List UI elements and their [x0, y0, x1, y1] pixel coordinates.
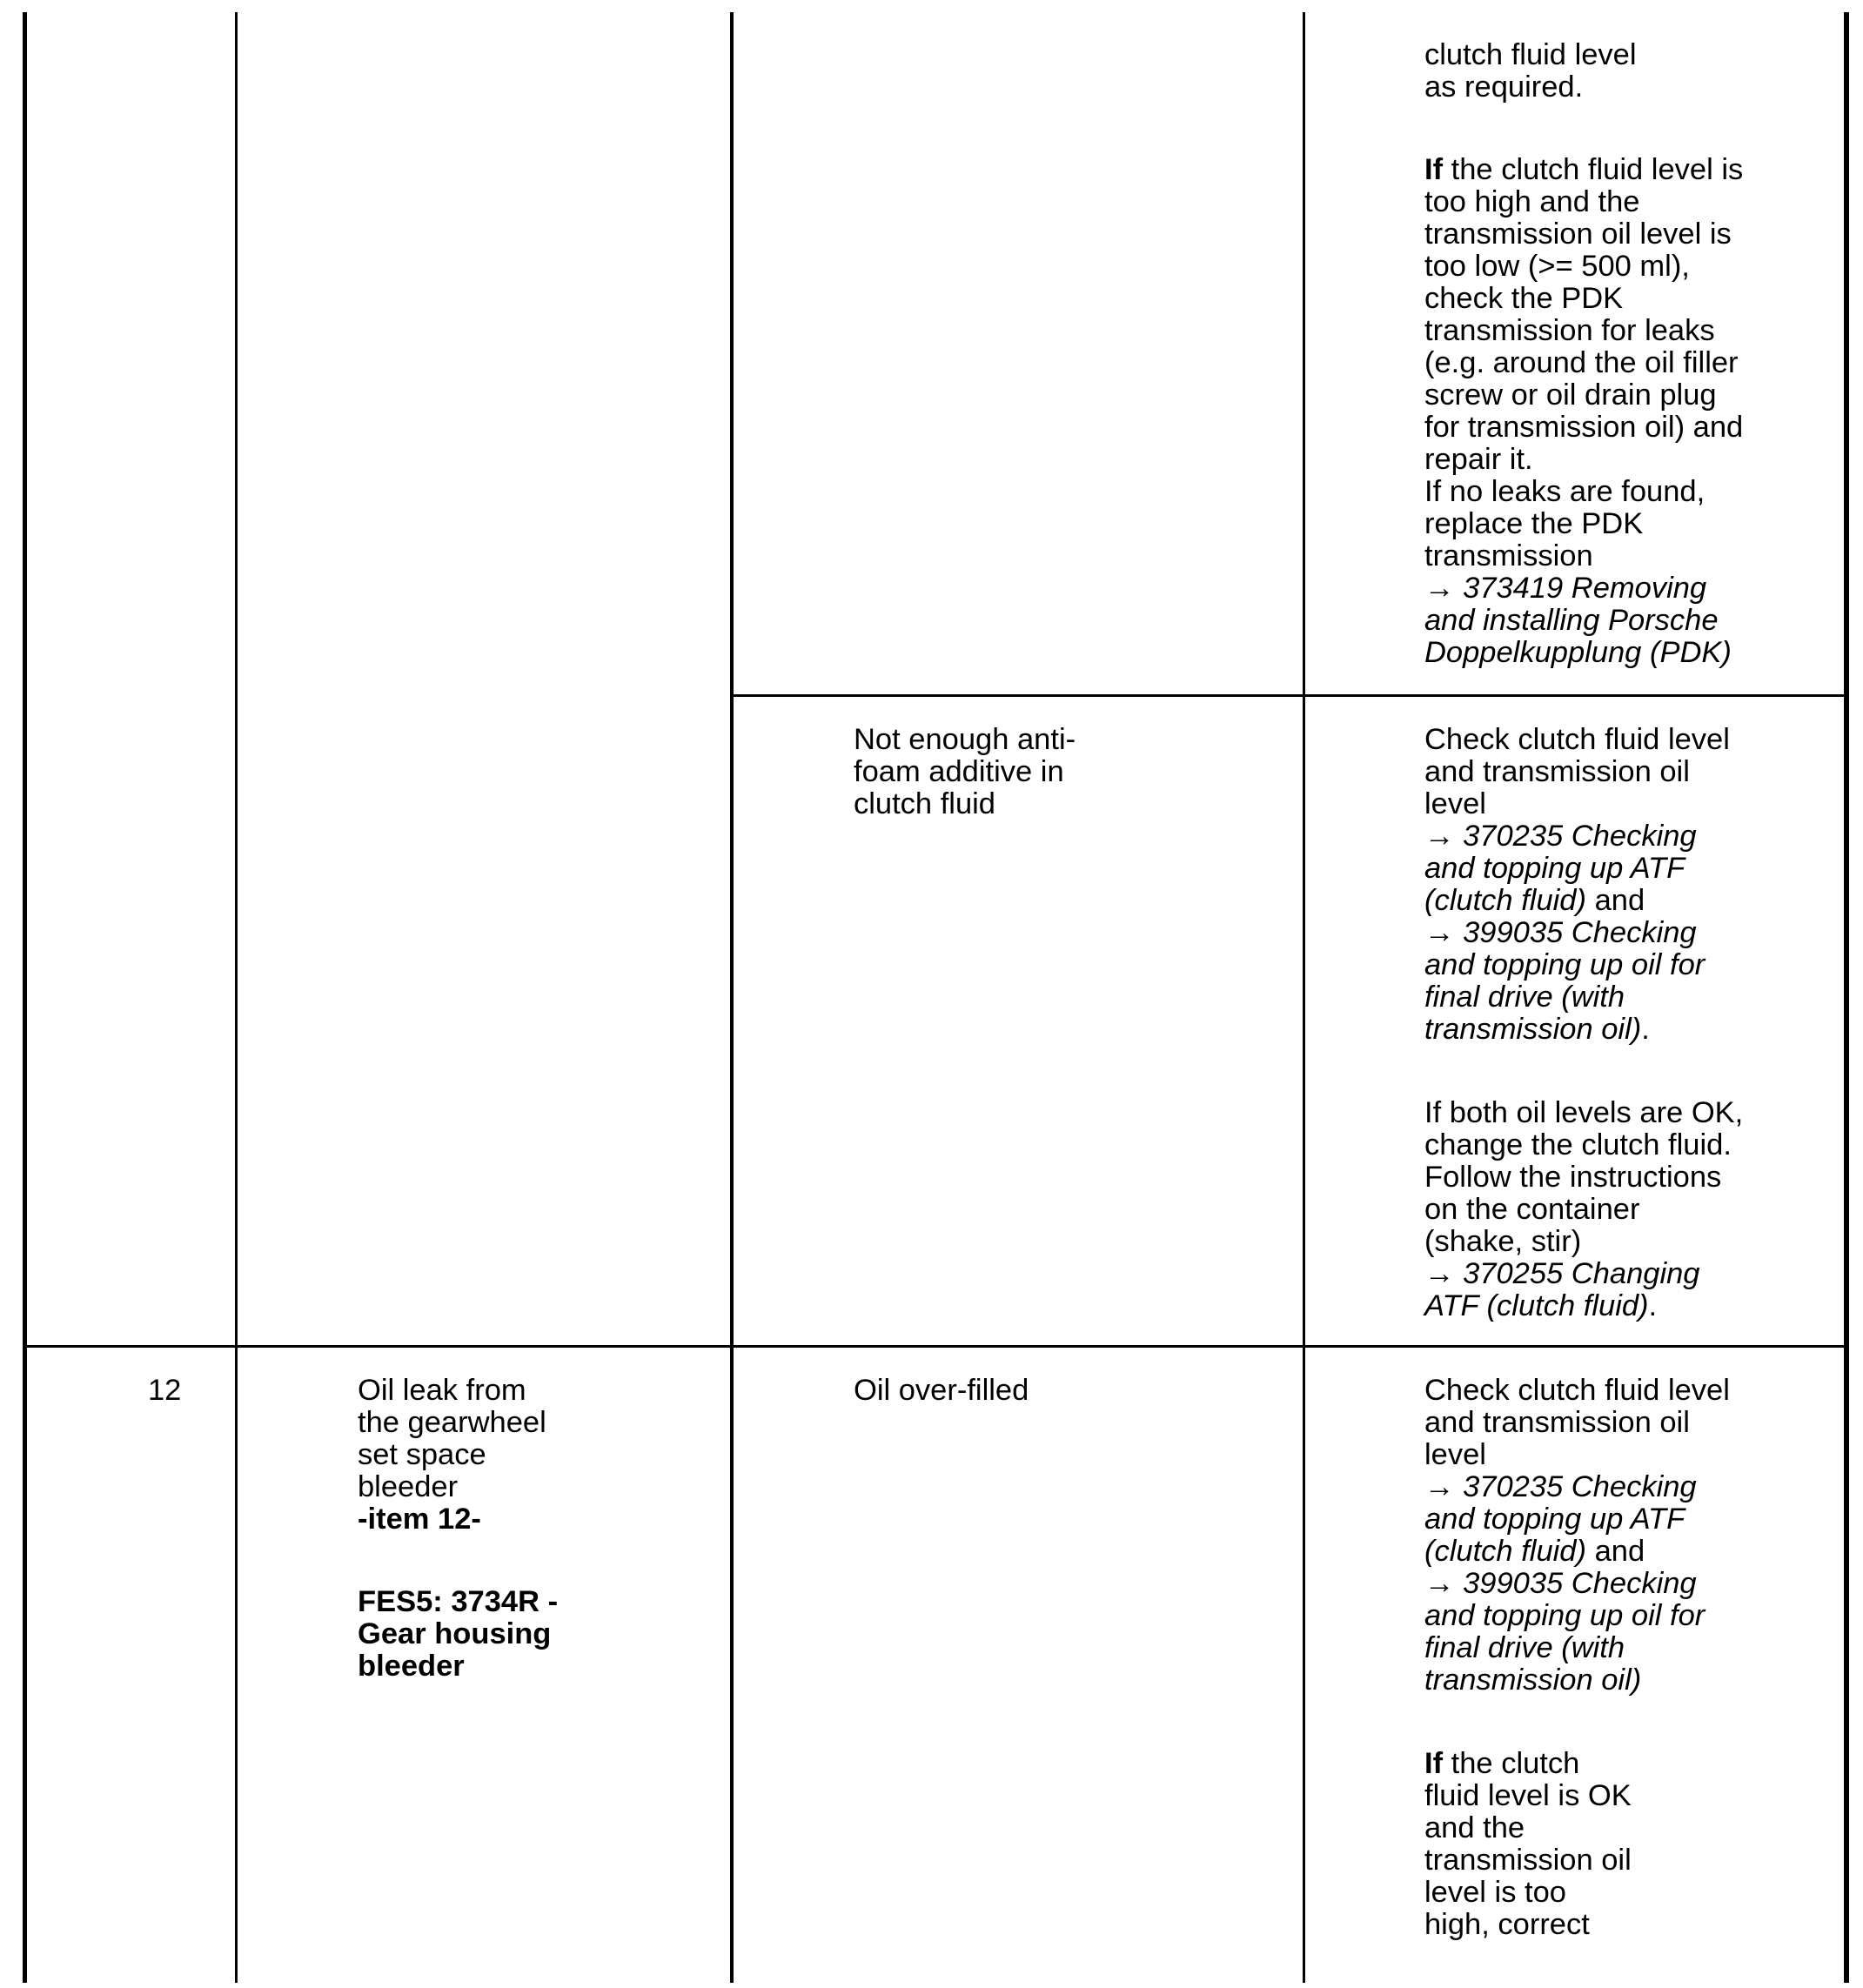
reference-link[interactable]: (clutch fluid) and [1424, 884, 1645, 917]
remedy-line: If the clutch fluid level is [1424, 153, 1744, 186]
reference-link[interactable]: → 399035 Checking [1424, 916, 1697, 949]
remedy-line: If no leaks are found, [1424, 475, 1706, 508]
fes-code-line: bleeder [358, 1650, 465, 1683]
location-line: the gearwheel [358, 1406, 546, 1439]
remedy-line: too high and the [1424, 185, 1640, 218]
location-line: set space [358, 1438, 486, 1471]
remedy-line: transmission [1424, 539, 1593, 572]
reference-link[interactable]: final drive (with [1424, 981, 1625, 1014]
remedy-line: high, correct [1424, 1908, 1590, 1941]
reference-link[interactable]: (clutch fluid) and [1424, 1535, 1645, 1568]
fes-code-line: FES5: 3734R - [358, 1585, 559, 1618]
remedy-line: too low (>= 500 ml), [1424, 250, 1690, 283]
reference-link[interactable]: and installing Porsche [1424, 604, 1719, 637]
remedy-line: on the container [1424, 1193, 1640, 1226]
reference-link[interactable]: transmission oil). [1424, 1013, 1650, 1046]
remedy-line: transmission oil [1424, 1844, 1632, 1877]
remedy-line: check the PDK [1424, 282, 1624, 315]
remedy-line: screw or oil drain plug [1424, 378, 1717, 412]
remedy-line: and the [1424, 1811, 1525, 1844]
location-cell [358, 1375, 558, 1683]
remedy-line: replace the PDK [1424, 507, 1644, 540]
reference-link[interactable]: and topping up ATF [1424, 852, 1685, 885]
remedy-line: Check clutch fluid level [1424, 723, 1730, 756]
remedy-cell-antifoam [1424, 724, 1743, 1322]
column-divider-1 [235, 12, 238, 1983]
cause-line: foam additive in [854, 755, 1064, 788]
reference-link[interactable]: and topping up oil for [1424, 1599, 1706, 1632]
remedy-line: transmission for leaks [1424, 314, 1715, 347]
remedy-line: (e.g. around the oil filler [1424, 346, 1739, 379]
remedy-line: change the clutch fluid. [1424, 1128, 1732, 1161]
remedy-cell-continued [1424, 39, 1743, 669]
remedy-line: for transmission oil) and [1424, 411, 1744, 444]
remedy-line: and transmission oil [1424, 755, 1690, 788]
reference-link[interactable]: → 373419 Removing [1424, 572, 1707, 605]
cause-line: Not enough anti- [854, 723, 1076, 756]
remedy-line: transmission oil level is [1424, 218, 1732, 251]
reference-link[interactable]: and topping up oil for [1424, 948, 1706, 981]
remedy-line: (shake, stir) [1424, 1225, 1582, 1258]
reference-link[interactable]: final drive (with [1424, 1631, 1625, 1664]
if-keyword: If [1424, 1747, 1444, 1780]
reference-link[interactable]: transmission oil) [1424, 1663, 1642, 1697]
reference-link[interactable]: → 370255 Changing [1424, 1257, 1700, 1290]
table-right-border [1844, 12, 1849, 1983]
column-divider-2 [730, 12, 734, 1983]
remedy-line: Follow the instructions [1424, 1161, 1722, 1194]
remedy-line: If both oil levels are OK, [1424, 1096, 1744, 1129]
remedy-line: repair it. [1424, 443, 1533, 476]
reference-link[interactable]: ATF (clutch fluid). [1424, 1289, 1658, 1322]
location-line: bleeder [358, 1470, 459, 1503]
remedy-line: level [1424, 1438, 1486, 1471]
row-number: 12 [148, 1374, 182, 1407]
if-keyword: If [1424, 153, 1444, 186]
cause-cell-antifoam [854, 724, 1076, 820]
remedy-cell-overfilled [1424, 1375, 1730, 1941]
row-divider-cause [730, 694, 1846, 697]
remedy-line: clutch fluid level [1424, 38, 1637, 71]
remedy-line: level is too [1424, 1876, 1566, 1909]
table-left-border [23, 12, 27, 1983]
reference-link[interactable]: → 370235 Checking [1424, 820, 1697, 853]
item-label: -item 12- [358, 1503, 481, 1536]
reference-link[interactable]: Doppelkupplung (PDK) [1424, 636, 1732, 669]
remedy-line: Check clutch fluid level [1424, 1374, 1730, 1407]
row-divider-main [23, 1345, 1846, 1348]
reference-link[interactable]: → 370235 Checking [1424, 1470, 1697, 1503]
column-divider-3 [1303, 12, 1305, 1983]
cause-line: clutch fluid [854, 787, 995, 820]
cause-cell-overfilled: Oil over-filled [854, 1374, 1029, 1407]
remedy-line: If the clutch [1424, 1747, 1580, 1780]
location-line: Oil leak from [358, 1374, 526, 1407]
fes-code-line: Gear housing [358, 1617, 552, 1650]
remedy-line: level [1424, 787, 1486, 820]
remedy-line: and transmission oil [1424, 1406, 1690, 1439]
remedy-line: as required. [1424, 70, 1584, 104]
remedy-line: fluid level is OK [1424, 1779, 1632, 1812]
reference-link[interactable]: and topping up ATF [1424, 1503, 1685, 1536]
reference-link[interactable]: → 399035 Checking [1424, 1567, 1697, 1600]
